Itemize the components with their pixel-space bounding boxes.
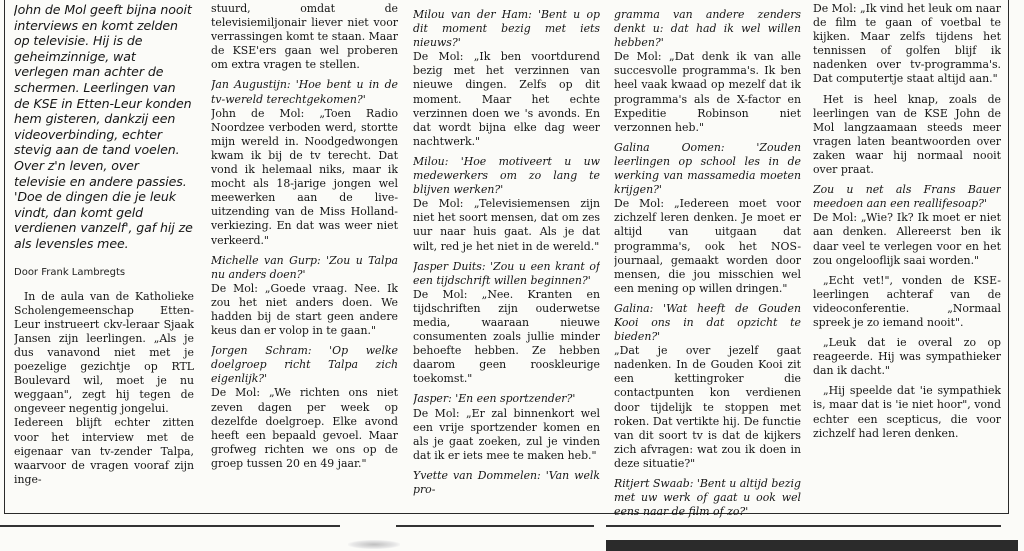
byline: Door Frank Lambregts bbox=[14, 266, 126, 278]
answer: De Mol: „We richten ons niet zeven dagen per week op dezelfde doelgroep. Elke avond heeft een bepaald gevoel. Maar grofweg richten we ons op de groep tussen 20 en 49 jaar." bbox=[211, 386, 398, 470]
question: Michelle van Gurp: 'Zou u Talpa nu anders doen?' bbox=[211, 253, 398, 281]
bottom-rule-left bbox=[0, 525, 340, 527]
answer: John de Mol: „Toen Radio Noordzee verboden werd, stortte mijn wereld in. Noodgedwongen kwam ik bij de tv terecht. Dat vond ik helemaal niks, maar ik mocht als 18-jarige jongen wel meewerken aan de live-uitzending van de Miss Holland-verkiezing. En dat was weer niet verkeerd." bbox=[211, 106, 398, 247]
answer: De Mol: „Ik ben voortdurend bezig met het verzinnen van nieuwe dingen. Zelfs op dit moment. Maar het echte verzinnen doen we 's avonds. En dat wordt bijna elke dag weer nachtwerk." bbox=[413, 50, 600, 148]
answer: De Mol: „Nee. Kranten en tijdschriften zijn ouderwetse media, waaraan nieuwe consumenten zoals jullie minder behoefte hebben. Ze hebben daarom geen rooskleurige toekomst." bbox=[413, 287, 600, 386]
answer: „Dat je over jezelf gaat nadenken. In de Gouden Kooi zit een kettingroker die contactpunten kon verdienen door tijdelijk te stoppen met roken. Dat vertikte hij. De functie van dit soort tv is dat de kijkers zich afvragen: wat zou ik doen in deze situatie?" bbox=[614, 344, 801, 470]
answer: stuurd, omdat de televisiemiljonair liever niet voor verrassingen komt te staan. Maar de KSE'ers gaan wel proberen om extra vragen te stellen. bbox=[211, 2, 398, 72]
question: Ritjert Swaab: 'Bent u altijd bezig met uw werk of gaat u ook wel eens naar de film of zo?' bbox=[614, 477, 801, 519]
answer: De Mol: „Er zal binnenkort wel een vrije sportzender komen en als je gaat zoeken, zul je vinden dat ik er iets mee te maken heb." bbox=[413, 406, 600, 462]
question: Yvette van Dommelen: 'Van welk pro- bbox=[413, 468, 600, 496]
bottom-rule-right bbox=[606, 525, 1001, 527]
question: Jasper Duits: 'Zou u een krant of een tijdschrift willen beginnen?' bbox=[413, 259, 600, 287]
column-1 bbox=[14, 2, 194, 551]
question: Zou u net als Frans Bauer meedoen aan een reallifesoap?' bbox=[813, 183, 1001, 211]
question: Jan Augustijn: 'Hoe bent u in de tv-wereld terechtgekomen?' bbox=[211, 78, 398, 106]
next-article-photo bbox=[606, 540, 1018, 551]
question: Jorgen Schram: 'Op welke doelgroep richt Talpa zich eigenlijk?' bbox=[211, 344, 398, 386]
answer: De Mol: „Televisiemensen zijn niet het soort mensen, dat om zes uur naar huis gaat. Als je dat wilt, red je het niet in de wereld." bbox=[413, 197, 600, 253]
question: Milou van der Ham: 'Bent u op dit moment bezig met iets nieuws?' bbox=[413, 8, 600, 50]
paragraph: „Hij speelde dat 'ie sympathiek is, maar dat is 'ie niet hoor", vond echter een scepticus, die voor zichzelf had leren denken. bbox=[813, 384, 1001, 440]
answer: De Mol: „Goede vraag. Nee. Ik zou het niet anders doen. We hadden bij de start geen andere keus dan er volop in te gaan." bbox=[211, 281, 398, 338]
paragraph: In de aula van de Katholieke Scholengemeenschap Etten-Leur instrueert ckv-leraar Sjaak Jansen zijn leerlingen. „Als je dus vanavond niet met je poezelige gezichtje op RTL Boulevard wil, moet je nu weggaan", zegt hij tegen de ongeveer negentig jongelui. bbox=[14, 289, 194, 416]
answer: De Mol: „Dat denk ik van alle succesvolle programma's. Ik ben heel vaak kwaad op mezelf dat ik programma's als de X-factor en Expeditie Robinson niet verzonnen heb." bbox=[614, 50, 801, 134]
article-intro: John de Mol geeft bijna nooit interviews en komt zelden op televisie. Hij is de geheimzinnige, wat verlegen man achter de schermen. Leerlingen van de KSE in Etten-Leur konden hem gisteren, dankzij een videoverbinding, echter stevig aan de tand voelen. Over z'n leven, over televisie en andere passies. 'Doe de dingen die je leuk vindt, dan komt geld verdienen vanzelf', gaf hij ze als levensles mee. bbox=[14, 2, 193, 251]
bottom-rule-middle bbox=[396, 525, 594, 527]
answer: De Mol: „Ik vind het leuk om naar de film te gaan of voetbal te kijken. Maar zelfs tijdens het tennissen of golfen blijf ik nadenken over tv-programma's. Dat computertje staat altijd aan." bbox=[813, 2, 1001, 86]
column-3 bbox=[413, 2, 600, 551]
paragraph: Iedereen blijft echter zitten voor het interview met de eigenaar van tv-zender Talpa, waarvoor de vragen vooraf zijn inge- bbox=[14, 416, 194, 486]
column-5 bbox=[813, 2, 1001, 551]
question: Galina: 'Wat heeft de Gouden Kooi ons in dat opzicht te bieden?' bbox=[614, 301, 801, 344]
column-2 bbox=[211, 2, 398, 551]
print-smudge bbox=[348, 540, 400, 549]
paragraph: „Leuk dat ie overal zo op reageerde. Hij was sympathieker dan ik dacht." bbox=[813, 336, 1001, 378]
answer: De Mol: „Wie? Ik? Ik moet er niet aan denken. Allereerst ben ik daar veel te verlegen voor en het zou ongelooflijk saai worden." bbox=[813, 211, 1001, 267]
question: Galina Oomen: 'Zouden leerlingen op school les in de werking van massamedia moeten krijgen?' bbox=[614, 140, 801, 197]
column-4 bbox=[614, 2, 801, 551]
question: Jasper: 'En een sportzender?' bbox=[413, 392, 576, 406]
answer: De Mol: „Iedereen moet voor zichzelf leren denken. Je moet er altijd van uitgaan dat programma's, ook het NOS-journaal, gemaakt worden door mensen, die jou misschien wel een mening op willen dringen." bbox=[614, 197, 801, 295]
paragraph: „Echt vet!", vonden de KSE-leerlingen achteraf van de videoconferentie. „Normaal spreek je zo iemand nooit". bbox=[813, 273, 1001, 329]
question: gramma van andere zenders denkt u: dat had ik wel willen hebben?' bbox=[614, 8, 801, 50]
question: Milou: 'Hoe motiveert u uw medewerkers om zo lang te blijven werken?' bbox=[413, 154, 600, 197]
paragraph: Het is heel knap, zoals de leerlingen van de KSE John de Mol langzaamaan steeds meer vragen laten beantwoorden over zaken waar hij normaal nooit over praat. bbox=[813, 92, 1001, 177]
